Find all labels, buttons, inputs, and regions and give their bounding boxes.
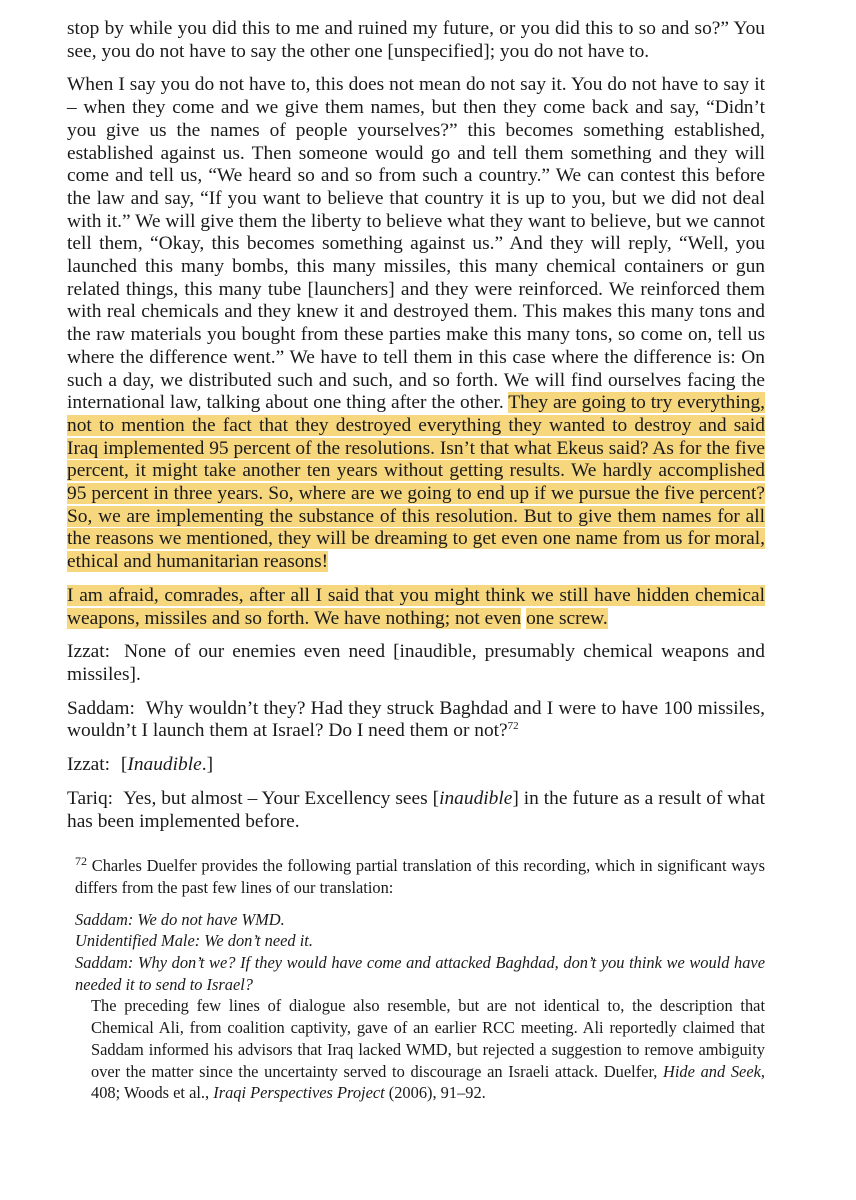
dialogue-italic: Inaudible	[127, 754, 202, 776]
footnote-commentary-text: (2006), 91–92.	[388, 1083, 486, 1103]
footnote-commentary-text: , 408; Woods et al.,	[91, 1061, 765, 1103]
footnote-commentary	[75, 995, 765, 1104]
footnote-72	[67, 855, 765, 1104]
dialogue-text: Why wouldn’t they? Had they struck Baghdad and I were to have 100 missiles, wouldn’t I launch them at Israel? Do I need them or not?	[67, 697, 765, 742]
dialogue-line-izzat-1	[67, 641, 765, 686]
paragraph-1-text: stop by while you did this to me and ruined my future, or you did this to so and so?” You see, you do not have to say the other one [unspecified]; you do not have to.	[67, 18, 765, 62]
footnote-reference[interactable]: 72	[507, 720, 519, 733]
highlighted-passage-1[interactable]: They are going to try everything, not to mention the fact that they destroyed everything they wanted to destroy and said Iraq implemented 95 percent of the resolutions. Isn’t that what Ekeus said? As for the five percent, it might take another ten years without getting results. We hardly accomplished 95 percent in three years. So, where are we going to end up if we pursue the five percent? So, we are implementing the substance of this resolution. But to give them names for all the reasons we mentioned, they will be dreaming to get even one name from us for moral, ethical and humanitarian reasons!	[67, 392, 766, 573]
speaker-label: Izzat:	[67, 754, 111, 776]
paragraph-1	[67, 18, 765, 63]
highlighted-passage-2[interactable]: I am afraid, comrades, after all I said that you might think we still have hidden chemical weapons, missiles and so forth. We have nothing; not even	[67, 584, 765, 629]
footnote-number: 72	[75, 854, 87, 869]
dialogue-text: None of our enemies even need [inaudible, presumably chemical weapons and missiles].	[67, 641, 765, 685]
book-title: Iraqi Perspectives Project	[213, 1083, 385, 1103]
speaker-label: Izzat:	[67, 641, 111, 663]
bracket-close: .]	[201, 754, 214, 776]
bracket-open: [	[120, 754, 128, 776]
footnote-quote-line: Saddam: Why don’t we? If they would have come and attacked Baghdad, don’t you think we would have needed it to send to Israel?	[75, 953, 765, 994]
paragraph-2	[67, 74, 765, 573]
dialogue-text: ] in the future as a result of what has been implemented before.	[67, 787, 765, 832]
paragraph-3	[67, 585, 765, 630]
footnote-intro-text: Charles Duelfer provides the following partial translation of this recording, which in significant ways differs from the past few lines of our translation:	[75, 856, 765, 897]
dialogue-italic: inaudible	[439, 787, 513, 809]
dialogue-text: Yes, but almost – Your Excellency sees [	[123, 787, 440, 809]
speaker-label: Saddam:	[67, 697, 135, 719]
paragraph-2-text: When I say you do not have to, this does not mean do not say it. You do not have to say it – when they come and we give them names, but then they come back and say, “Didn’t you give us the names of people yourselves?” this becomes something established, established against us. Then someone would go and tell them something and they will come and tell us, “We heard so and so from such a country.” We can contest this before the law and say, “If you want to believe that country it is up to you, but we did not deal with it.” We will give them the liberty to believe what they want to believe, but we cannot tell them, “Okay, this becomes something against us.” And they will reply, “Well, you launched this many bombs, this many missiles, this many chemical containers or gun related things, this many tube [launchers] and they were reinforced. We reinforced them with real chemicals and they knew it and destroyed them. This makes this many tons and the raw materials you bought from these parties make this many tons, so come on, tell us where the difference went.” We have to tell them in this case where the difference is: On such a day, we distributed such and such, and so forth. We will find ourselves facing the international law, talking about one thing after the other.	[67, 74, 765, 414]
dialogue-line-izzat-2	[67, 754, 765, 777]
highlighted-passage-3[interactable]: one screw.	[526, 607, 608, 629]
dialogue-line-saddam	[67, 698, 765, 743]
book-title: Hide and Seek	[663, 1061, 761, 1081]
speaker-label: Tariq:	[67, 787, 114, 809]
footnote-quote-line: Unidentified Male: We don’t need it.	[75, 931, 313, 951]
footnote-commentary-text: The preceding few lines of dialogue also resemble, but are not identical to, the description that Chemical Ali, from coalition captivity, gave of an earlier RCC meeting. Ali reportedly claimed that Saddam informed his advisors that Iraq lacked WMD, but rejected a suggestion to remove ambiguity over the matter since the uncertainty served to discourage an Israeli attack. Duelfer,	[91, 996, 765, 1081]
footnote-intro	[75, 855, 765, 898]
document-page	[67, 18, 765, 1104]
footnote-quote-line: Saddam: We do not have WMD.	[75, 909, 285, 929]
dialogue-line-tariq	[67, 788, 765, 833]
footnote-quote	[75, 909, 765, 996]
